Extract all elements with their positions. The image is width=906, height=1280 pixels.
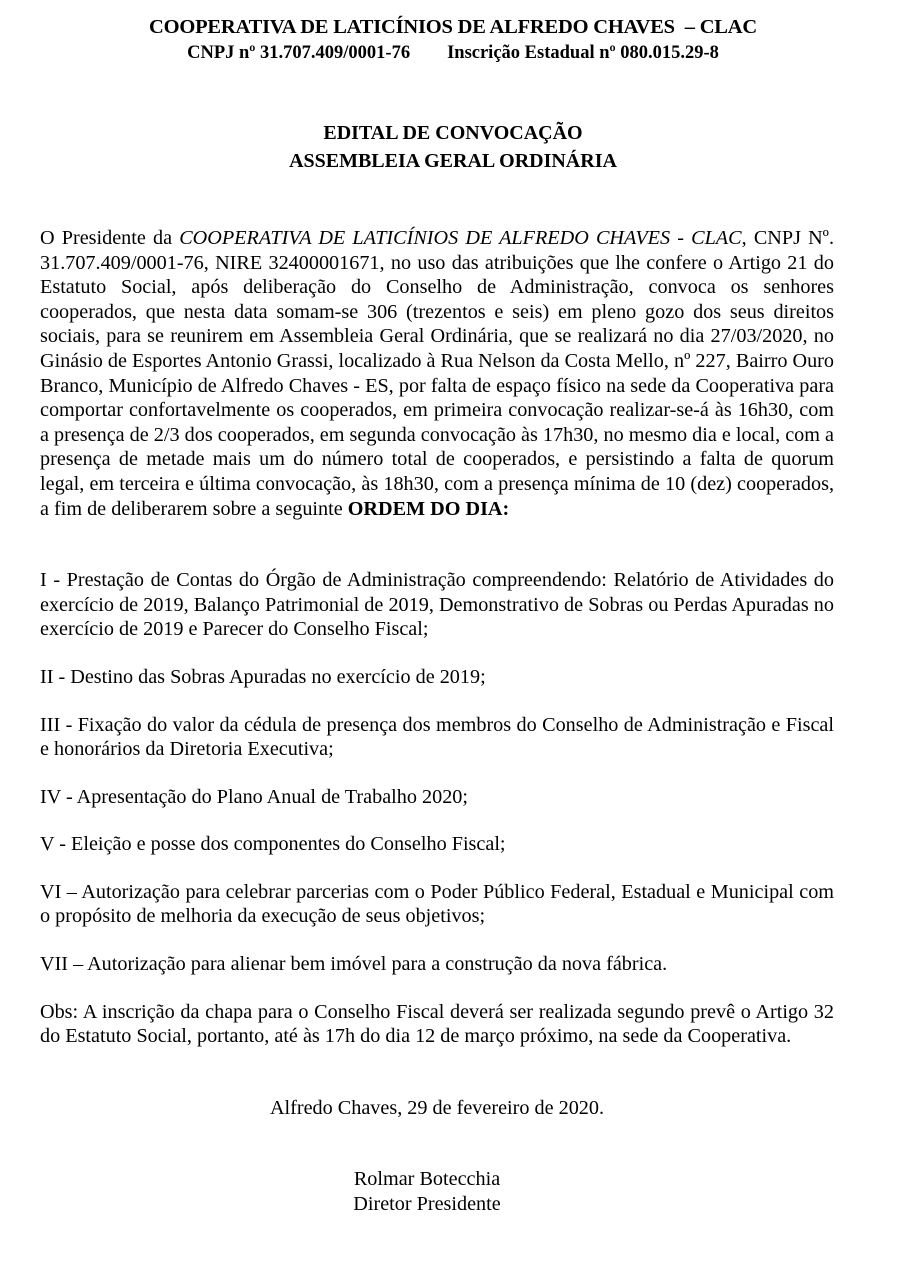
lead-paragraph [40, 226, 834, 521]
lead-text-before-org: O Presidente da [40, 227, 180, 249]
spacer [40, 809, 834, 832]
spacer [40, 977, 834, 1000]
agenda-item-v: V - Eleição e posse dos componentes do Conselho Fiscal; [40, 833, 506, 856]
signer-name: Rolmar Botecchia [353, 1168, 501, 1191]
document-title-line2: ASSEMBLEIA GERAL ORDINÁRIA [289, 149, 617, 172]
signature-block [40, 1167, 834, 1216]
spacer [40, 929, 834, 952]
spacer [40, 1120, 834, 1167]
document-body [40, 226, 834, 1217]
agenda-item-vi: VI – Autorização para celebrar parcerias com o Poder Público Federal, Estadual e Municipal com o propósito de melhoria da execução de seus objetivos; [40, 880, 834, 928]
cooperative-name-italic: COOPERATIVA DE LATICÍNIOS DE ALFREDO CHAVES - CLAC [179, 227, 742, 249]
observation-paragraph: Obs: A inscrição da chapa para o Conselho Fiscal deverá ser realizada segundo prevê o Artigo 32 do Estatuto Social, portanto, até às 17h do dia 12 de março próximo, na sede da Cooperativa. [40, 1000, 834, 1048]
organization-registration-ids: CNPJ nº 31.707.409/0001-76 Inscrição Estadual nº 080.015.29-8 [187, 43, 719, 64]
document-title-block [0, 120, 906, 175]
spacer [40, 1049, 834, 1096]
spacer [40, 690, 834, 713]
agenda-heading: ORDEM DO DIA: [347, 497, 510, 520]
spacer [40, 642, 834, 665]
spacer [40, 857, 834, 880]
agenda-item-i: I - Prestação de Contas do Órgão de Administração compreendendo: Relatório de Atividades do exercício de 2019, Balanço Patrimonial de 2019, Demonstrativo de Sobras ou Perdas Apuradas no exercício de 2019 e Parecer do Conselho Fiscal; [40, 569, 834, 641]
spacer [40, 762, 834, 785]
agenda-item-vii: VII – Autorização para alienar bem imóvel para a construção da nova fábrica. [40, 953, 668, 976]
lead-text-after-org: , CNPJ Nº. 31.707.409/0001-76, NIRE 32400001671, no uso das atribuições que lhe confere o Artigo 21 do Estatuto Social, após deliberação do Conselho de Administração, convoca os senhores cooperados, que nesta data somam-se 306 (trezentos e seis) em pleno gozo dos seus direitos sociais, para se reunirem em Assembleia Geral Ordinária, que se realizará no dia 27/03/2020, no Ginásio de Esportes Antonio Grassi, localizado à Rua Nelson da Costa Mello, nº 227, Bairro Ouro Branco, Município de Alfredo Chaves - ES, por falta de espaço físico na sede da Cooperativa para comportar confortavelmente os cooperados, em primeira convocação realizar-se-á às 16h30, com a presença de 2/3 dos cooperados, em segunda convocação às 17h30, no mesmo dia e local, com a presença de metade mais um do número total de cooperados, e persistindo a falta de quorum legal, em terceira e última convocação, às 18h30, com a presença mínima de 10 (dez) cooperados, a fim de deliberarem sobre a seguinte [40, 227, 834, 520]
agenda-item-iv: IV - Apresentação do Plano Anual de Trabalho 2020; [40, 785, 468, 808]
organization-name: COOPERATIVA DE LATICÍNIOS DE ALFREDO CHAVES – CLAC [149, 16, 757, 38]
spacer [40, 521, 834, 568]
document-title-line1: EDITAL DE CONVOCAÇÃO [323, 122, 583, 145]
letterhead [0, 0, 906, 65]
place-and-date: Alfredo Chaves, 29 de fevereiro de 2020. [269, 1096, 605, 1119]
signer-title: Diretor Presidente [353, 1193, 501, 1216]
agenda-item-iii: III - Fixação do valor da cédula de presença dos membros do Conselho de Administração e Fiscal e honorários da Diretoria Executiva; [40, 713, 834, 761]
agenda-item-ii: II - Destino das Sobras Apuradas no exercício de 2019; [40, 665, 486, 688]
